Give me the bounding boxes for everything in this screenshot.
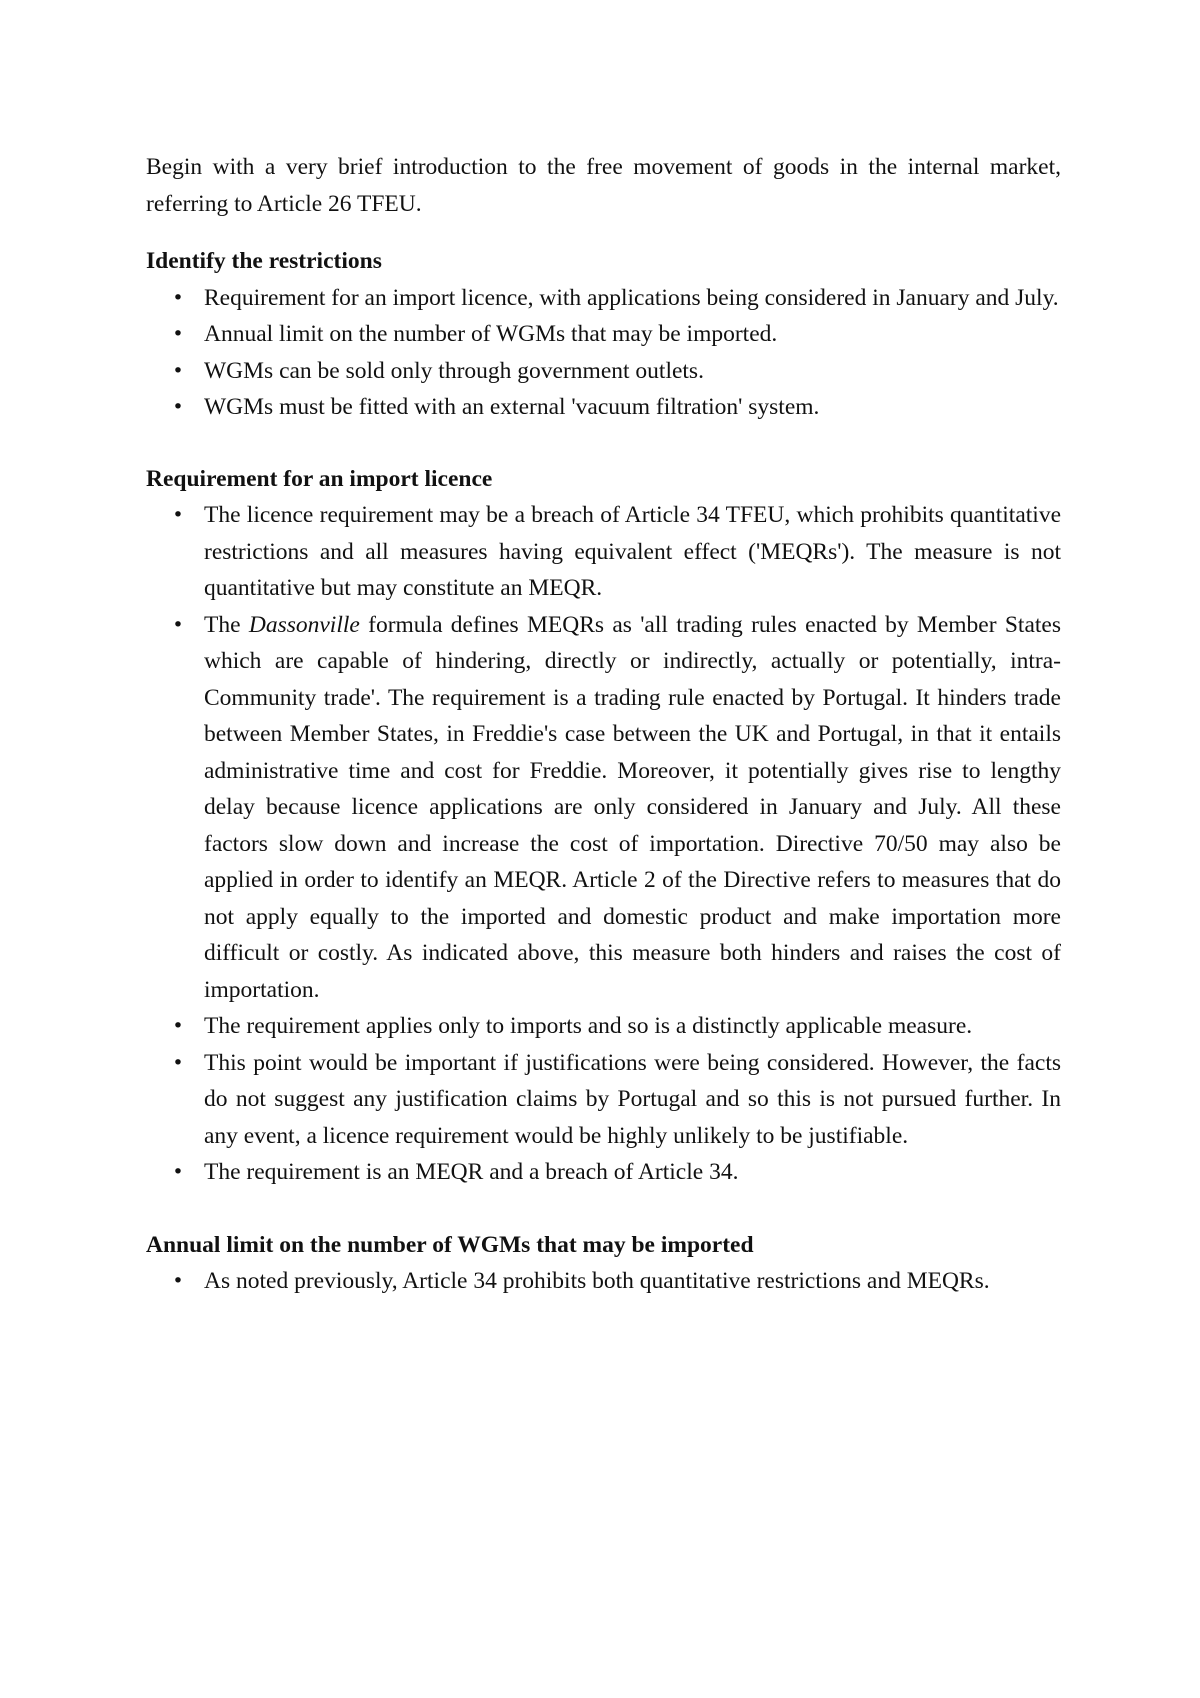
intro-paragraph: Begin with a very brief introduction to the free movement of goods in the internal market, referring to Article 26 TFEU. xyxy=(146,154,1061,217)
bullet-icon: • xyxy=(172,1051,184,1074)
list-item-text: Annual limit on the number of WGMs that may be imported. xyxy=(204,321,778,347)
list-item xyxy=(146,607,1061,1009)
section-heading: Annual limit on the number of WGMs that may be imported xyxy=(146,1231,754,1258)
list-item-text: As noted previously, Article 34 prohibits both quantitative restrictions and MEQRs. xyxy=(204,1268,990,1294)
section-annual-limit xyxy=(146,1227,1061,1300)
section-identify-restrictions xyxy=(146,243,1061,426)
bullet-icon: • xyxy=(172,1015,184,1037)
list-item xyxy=(146,389,1061,426)
bullet-list xyxy=(146,497,1061,1191)
bullet-icon: • xyxy=(172,504,184,526)
list-item-text: The licence requirement may be a breach of Article 34 TFEU, which prohibits quantitative restrictions and all measures having equivalent effect ('MEQRs'). The measure is not quantitative but may constitute an MEQR. xyxy=(204,502,1061,601)
list-item-text: Requirement for an import licence, with applications being considered in January and July. xyxy=(204,284,1059,311)
list-item-text-before-italic: The xyxy=(204,611,249,638)
bullet-icon: • xyxy=(172,396,184,418)
bullet-icon: • xyxy=(172,323,184,345)
list-item xyxy=(146,353,1061,390)
list-item-text: WGMs can be sold only through government outlets. xyxy=(204,357,704,384)
list-item xyxy=(146,1154,1061,1191)
bullet-list xyxy=(146,1263,1061,1300)
bullet-icon: • xyxy=(172,286,184,309)
list-item xyxy=(146,316,1061,353)
bullet-icon: • xyxy=(172,1161,184,1183)
section-heading: Identify the restrictions xyxy=(146,248,382,274)
list-item-text: The requirement applies only to imports and so is a distinctly applicable measure. xyxy=(204,1013,973,1039)
bullet-icon: • xyxy=(172,359,184,382)
list-item-text: WGMs must be fitted with an external 'vacuum filtration' system. xyxy=(204,394,820,420)
list-item xyxy=(146,1008,1061,1045)
list-item xyxy=(146,497,1061,607)
section-heading: Requirement for an import licence xyxy=(146,465,493,492)
case-name-italic: Dassonville xyxy=(248,611,360,638)
bullet-icon: • xyxy=(172,1270,184,1292)
document-body xyxy=(146,149,1061,1335)
bullet-list xyxy=(146,280,1061,426)
section-import-licence xyxy=(146,461,1061,1191)
list-item xyxy=(146,1263,1061,1300)
list-item-text: The requirement is an MEQR and a breach of Article 34. xyxy=(204,1159,739,1185)
list-item-text: This point would be important if justifications were being considered. However, the facts do not suggest any justification claims by Portugal and so this is not pursued further. In any event, a licence requirement would be highly unlikely to be justifiable. xyxy=(204,1049,1061,1149)
list-item-text-after-italic: formula defines MEQRs as 'all trading rules enacted by Member States which are capable of hindering, directly or indirectly, actually or potentially, intra-Community trade'. The requirement is a trading rule enacted by Portugal. It hinders trade between Member States, in Freddie's case between the UK and Portugal, in that it entails administrative time and cost for Freddie. Moreover, it potentially gives rise to lengthy delay because licence applications are only considered in January and July. All these factors slow down and increase the cost of importation. Directive 70/50 may also be applied in order to identify an MEQR. Article 2 of the Directive refers to measures that do not apply equally to the imported and domestic product and make importation more difficult or costly. As indicated above, this measure both hinders and raises the cost of importation. xyxy=(204,611,1061,1003)
list-item xyxy=(146,1045,1061,1155)
bullet-icon: • xyxy=(172,613,184,636)
list-item xyxy=(146,280,1061,317)
